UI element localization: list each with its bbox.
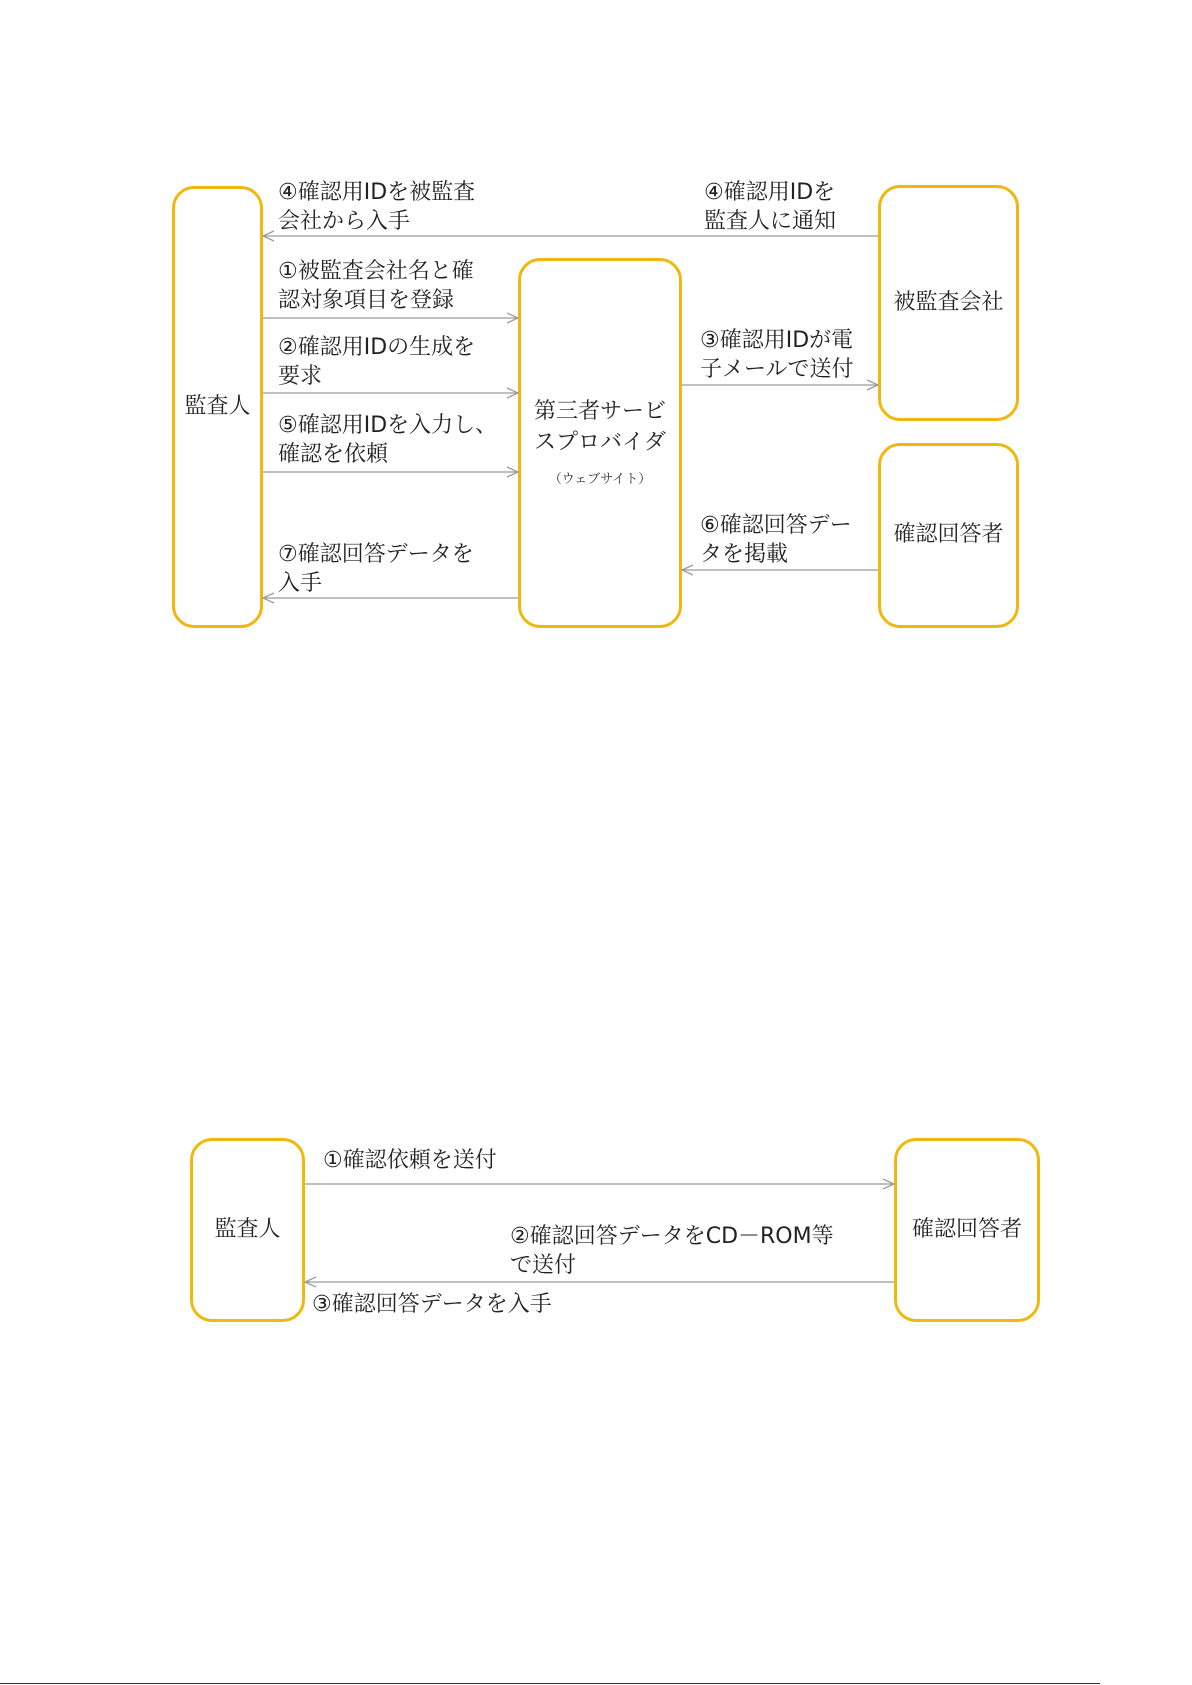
label-step5: ⑤確認用IDを入力し、 確認を依頼	[278, 413, 498, 467]
label-d2-step1: ①確認依頼を送付	[323, 1148, 497, 1173]
label-d2-step2: ②確認回答データをCD－ROM等 で送付	[510, 1224, 834, 1278]
label-step1: ①被監査会社名と確 認対象項目を登録	[278, 259, 474, 313]
label-step2: ②確認用IDの生成を 要求	[278, 335, 476, 389]
label-step6: ⑥確認回答デー タを掲載	[700, 513, 852, 567]
node-auditor-label: 監査人	[184, 393, 251, 419]
label-step4-right: ④確認用IDを 監査人に通知	[704, 180, 837, 234]
page-footer-rule	[0, 1683, 1100, 1684]
node-service-provider-label: 第三者サービ スプロバイダ	[533, 398, 666, 455]
node-auditor-2-label: 監査人	[214, 1216, 281, 1242]
label-d2-step3: ③確認回答データを入手	[312, 1292, 552, 1317]
node-service-provider-sublabel: （ウェブサイト）	[548, 472, 652, 488]
node-respondent-label: 確認回答者	[893, 522, 1004, 548]
node-respondent-2-label: 確認回答者	[911, 1216, 1022, 1242]
label-step4-left: ④確認用IDを被監査 会社から入手	[278, 180, 476, 234]
label-step7: ⑦確認回答データを 入手	[278, 542, 474, 596]
label-step3: ③確認用IDが電 子メールで送付	[700, 328, 854, 382]
node-auditee-label: 被監査会社	[893, 289, 1004, 315]
